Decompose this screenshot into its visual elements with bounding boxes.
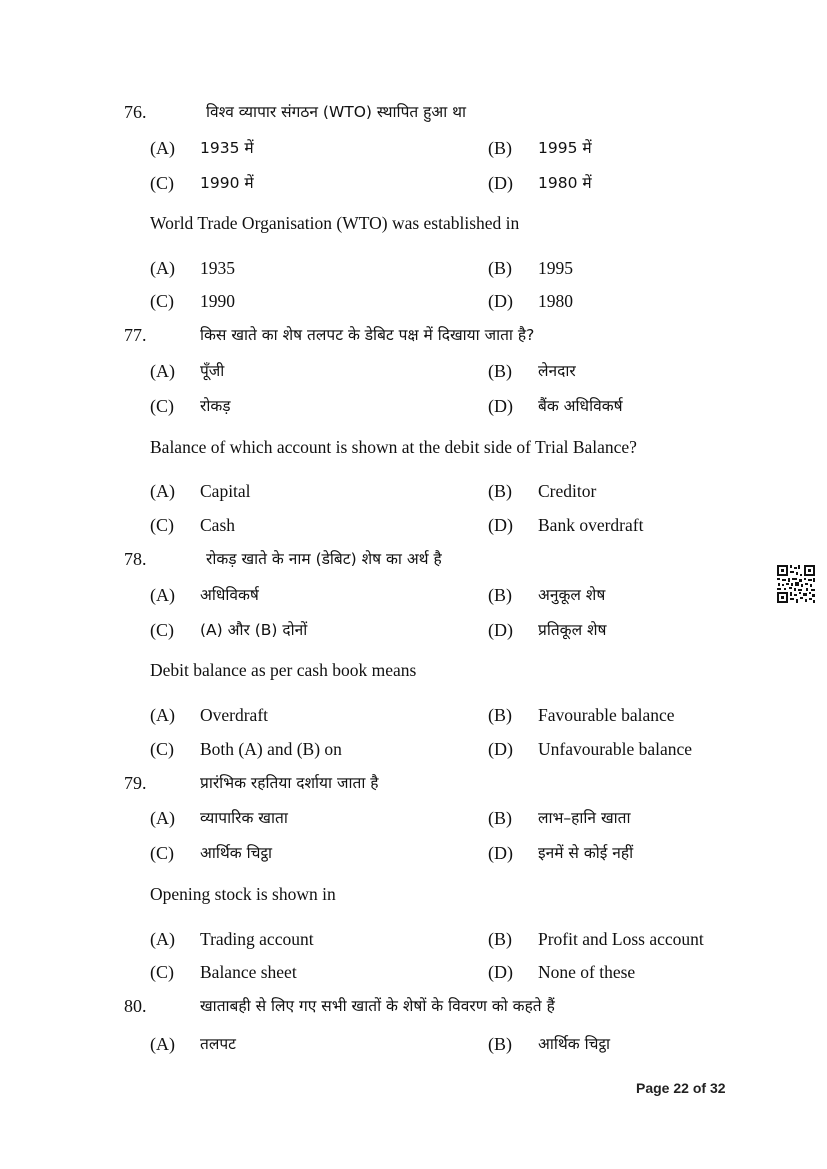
option-text: आर्थिक चिट्ठा — [538, 1035, 611, 1053]
question-number: 80. — [124, 996, 147, 1016]
question-text-english: Balance of which account is shown at the debit side of Trial Balance? — [150, 437, 637, 457]
question-number: 76. — [124, 102, 147, 122]
option-label: (D) — [488, 291, 513, 311]
option-text: (A) और (B) दोनों — [200, 621, 308, 639]
option-text: 1990 में — [200, 174, 254, 192]
option-text: लाभ–हानि खाता — [538, 809, 631, 827]
question-number: 78. — [124, 549, 147, 569]
option-label: (C) — [150, 515, 174, 535]
option-text: Favourable balance — [538, 705, 675, 725]
option-label: (D) — [488, 843, 513, 863]
option-label: (B) — [488, 1034, 512, 1054]
option-text: अधिविकर्ष — [200, 586, 259, 604]
option-text: पूँजी — [200, 362, 225, 380]
option-text: Capital — [200, 481, 251, 501]
option-text: इनमें से कोई नहीं — [538, 844, 634, 862]
option-label: (B) — [488, 808, 512, 828]
option-text: Profit and Loss account — [538, 929, 704, 949]
qr-code-icon — [776, 564, 816, 604]
page-of-label: of — [692, 1080, 707, 1096]
question-text-english: World Trade Organisation (WTO) was established in — [150, 213, 520, 233]
option-text: Cash — [200, 515, 235, 535]
question-number: 79. — [124, 773, 147, 793]
option-text: 1995 में — [538, 139, 592, 157]
option-label: (D) — [488, 620, 513, 640]
option-text: Trading account — [200, 929, 314, 949]
option-text: 1980 में — [538, 174, 592, 192]
option-label: (D) — [488, 962, 513, 982]
option-text: Overdraft — [200, 705, 269, 725]
option-text: व्यापारिक खाता — [200, 809, 288, 827]
option-label: (A) — [150, 705, 175, 725]
option-label: (A) — [150, 481, 175, 501]
option-text: अनुकूल शेष — [538, 586, 606, 604]
option-label: (B) — [488, 258, 512, 278]
option-text: 1935 में — [200, 139, 254, 157]
option-text: Bank overdraft — [538, 515, 644, 535]
option-label: (B) — [488, 361, 512, 381]
option-label: (D) — [488, 396, 513, 416]
question-text-hindi: विश्व व्यापार संगठन (WTO) स्थापित हुआ था — [206, 103, 467, 121]
question-text-hindi: रोकड़ खाते के नाम (डेबिट) शेष का अर्थ है — [206, 550, 442, 568]
option-text: None of these — [538, 962, 636, 982]
option-label: (D) — [488, 739, 513, 759]
option-text: लेनदार — [538, 362, 576, 380]
question-text-english: Opening stock is shown in — [150, 884, 336, 904]
option-text: 1995 — [538, 258, 573, 278]
option-text: Creditor — [538, 481, 597, 501]
question-text-hindi: प्रारंभिक रहतिया दर्शाया जाता है — [200, 774, 379, 792]
option-text: प्रतिकूल शेष — [538, 621, 607, 639]
option-label: (D) — [488, 515, 513, 535]
page-number: 22 — [673, 1080, 689, 1096]
option-label: (B) — [488, 138, 512, 158]
option-text: आर्थिक चिट्ठा — [200, 844, 273, 862]
page-label: Page — [636, 1080, 670, 1096]
option-label: (B) — [488, 585, 512, 605]
option-label: (C) — [150, 396, 174, 416]
option-label: (C) — [150, 962, 174, 982]
option-label: (A) — [150, 929, 175, 949]
option-label: (A) — [150, 258, 175, 278]
option-label: (C) — [150, 173, 174, 193]
option-text: Both (A) and (B) on — [200, 739, 342, 759]
option-text: 1935 — [200, 258, 235, 278]
option-label: (C) — [150, 291, 174, 311]
option-label: (A) — [150, 585, 175, 605]
option-label: (B) — [488, 481, 512, 501]
option-text: Unfavourable balance — [538, 739, 693, 759]
question-text-english: Debit balance as per cash book means — [150, 660, 417, 680]
option-text: रोकड़ — [200, 397, 231, 415]
question-text-hindi: खाताबही से लिए गए सभी खातों के शेषों के विवरण को कहते हैं — [200, 997, 555, 1015]
option-label: (A) — [150, 1034, 175, 1054]
option-label: (C) — [150, 739, 174, 759]
option-label: (A) — [150, 361, 175, 381]
option-text: बैंक अधिविकर्ष — [538, 397, 623, 415]
page-total: 32 — [709, 1080, 726, 1096]
question-text-hindi: किस खाते का शेष तलपट के डेबिट पक्ष में दिखाया जाता है? — [200, 326, 535, 344]
option-label: (C) — [150, 620, 174, 640]
option-text: तलपट — [200, 1035, 236, 1053]
option-label: (A) — [150, 808, 175, 828]
option-label: (A) — [150, 138, 175, 158]
option-text: Balance sheet — [200, 962, 297, 982]
option-label: (B) — [488, 929, 512, 949]
option-label: (D) — [488, 173, 513, 193]
option-label: (C) — [150, 843, 174, 863]
question-number: 77. — [124, 325, 147, 345]
option-text: 1980 — [538, 291, 573, 311]
page-footer — [636, 1080, 726, 1096]
option-text: 1990 — [200, 291, 235, 311]
option-label: (B) — [488, 705, 512, 725]
